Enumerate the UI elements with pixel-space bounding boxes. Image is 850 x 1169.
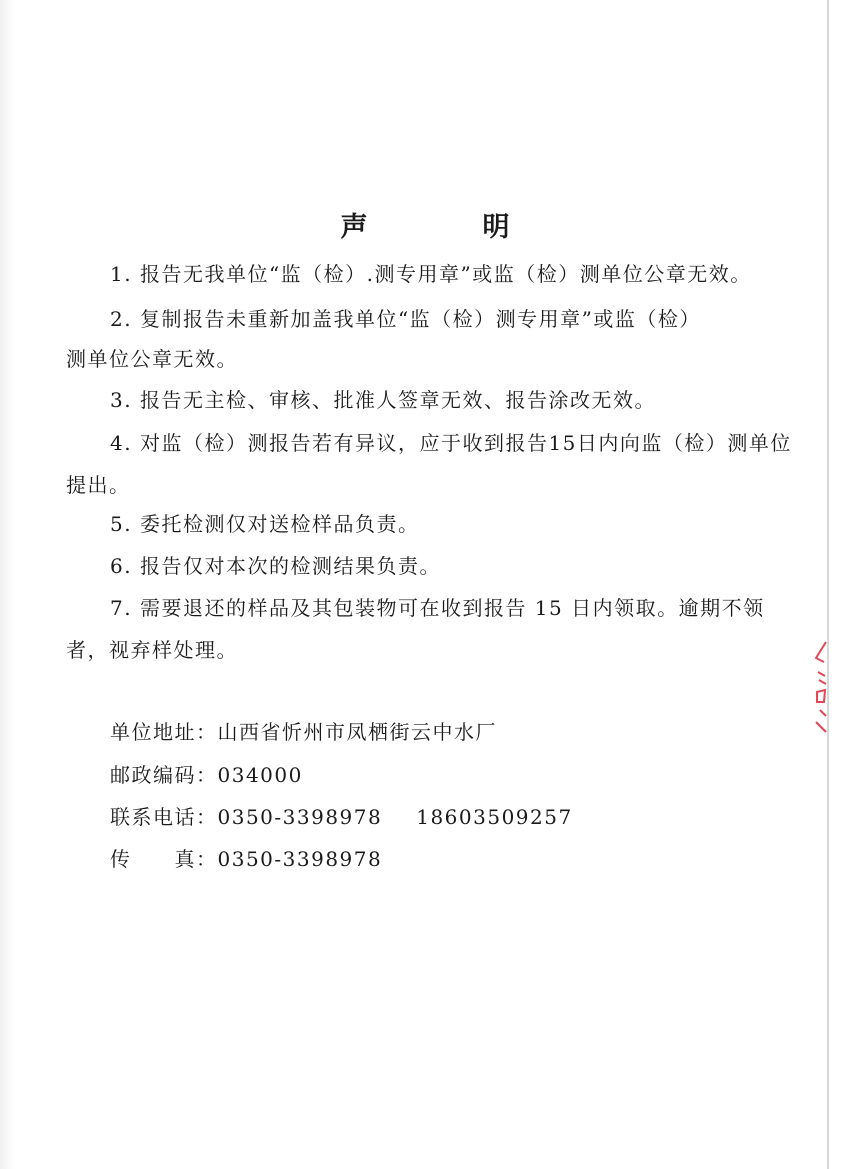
item-4: 4. 对监（检）测报告若有异议，应于收到报告15日内向监（检）测单位	[110, 431, 792, 455]
phone-value: 0350-3398978	[217, 805, 383, 829]
item-6: 6. 报告仅对本次的检测结果负责。	[110, 554, 441, 578]
postcode-value: 034000	[217, 763, 303, 787]
page-title: 声 明	[340, 212, 554, 243]
scan-edge	[0, 0, 14, 1169]
fax-row	[110, 843, 382, 872]
postcode-label: 邮政编码：	[110, 763, 218, 787]
fax-label: 传 真：	[110, 847, 218, 871]
seal-stamp-fragment	[812, 640, 828, 735]
address-label: 单位地址：	[110, 720, 218, 744]
item-7: 7. 需要退还的样品及其包装物可在收到报告 15 日内领取。逾期不领	[110, 596, 765, 620]
address-row	[110, 716, 497, 745]
item-2-cont: 测单位公章无效。	[66, 347, 238, 371]
item-3: 3. 报告无主检、审核、批准人签章无效、报告涂改无效。	[110, 388, 656, 412]
item-7-cont: 者，视弃样处理。	[66, 638, 238, 662]
postcode-row	[110, 759, 303, 788]
item-5: 5. 委托检测仅对送检样品负责。	[110, 512, 420, 536]
item-2: 2. 复制报告未重新加盖我单位“监（检）测专用章”或监（检）	[110, 307, 701, 331]
mobile-value: 18603509257	[416, 805, 573, 829]
phone-label: 联系电话：	[110, 805, 218, 829]
address-value: 山西省忻州市凤栖街云中水厂	[217, 720, 497, 744]
item-1: 1. 报告无我单位“监（检）.测专用章”或监（检）测单位公章无效。	[110, 262, 752, 286]
fax-value: 0350-3398978	[217, 847, 383, 871]
page-border	[827, 0, 829, 1169]
item-4-cont: 提出。	[66, 473, 131, 497]
phone-row	[110, 801, 573, 830]
